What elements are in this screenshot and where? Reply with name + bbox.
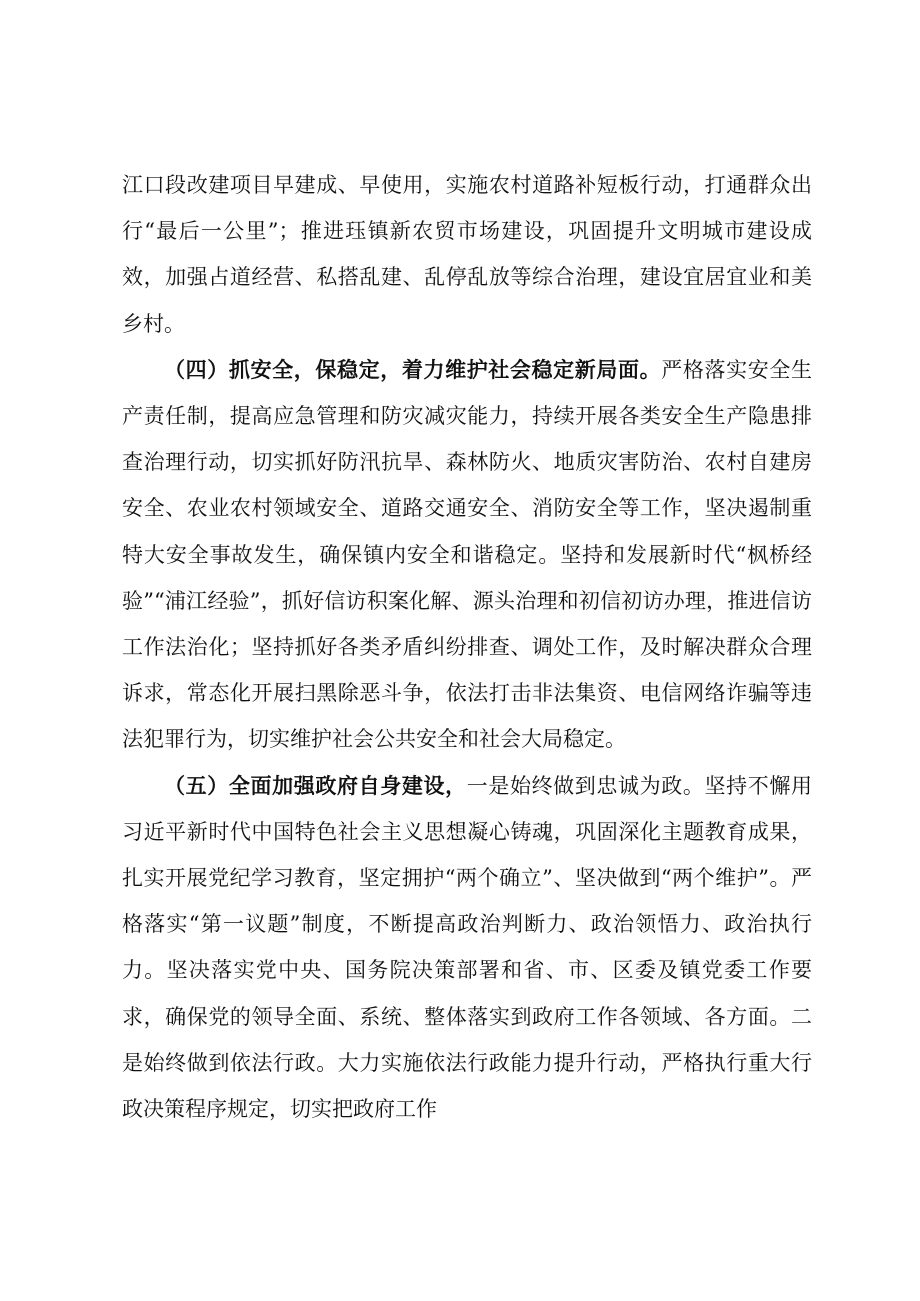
section-heading: （四）抓安全，保稳定，着力维护社会稳定新局面。	[164, 356, 662, 382]
paragraph-section-five	[122, 763, 812, 1133]
paragraph-section-four	[122, 347, 812, 763]
paragraph-continued	[122, 162, 812, 347]
section-heading: （五）全面加强政府自身建设，	[164, 772, 467, 798]
paragraph-text: 严格落实安全生产责任制，提高应急管理和防灾减灾能力，持续开展各类安全生产隐患排查治理行动，切实抓好防汛抗旱、森林防火、地质灾害防治、农村自建房安全、农业农村领域安全、道路交通安全、消防安全等工作，坚决遏制重特大安全事故发生，确保镇内安全和谐稳定。坚持和发展新时代“枫桥经验”“浦江经验”，抓好信访积案化解、源头治理和初信初访办理，推进信访工作法治化；坚持抓好各类矛盾纠纷排查、调处工作，及时解决群众合理诉求，常态化开展扫黑除恶斗争，依法打击非法集资、电信网络诈骗等违法犯罪行为，切实维护社会公共安全和社会大局稳定。	[122, 357, 813, 752]
document-body	[122, 162, 812, 1132]
paragraph-text: 一是始终做到忠诚为政。坚持不懈用习近平新时代中国特色社会主义思想凝心铸魂，巩固深化主题教育成果，扎实开展党纪学习教育，坚定拥护“两个确立”、坚决做到“两个维护”。严格落实“第一议题”制度，不断提高政治判断力、政治领悟力、政治执行力。坚决落实党中央、国务院决策部署和省、市、区委及镇党委工作要求，确保党的领导全面、系统、整体落实到政府工作各领域、各方面。二是始终做到依法行政。大力实施依法行政能力提升行动，严格执行重大行政决策程序规定，切实把政府工作	[122, 773, 813, 1122]
paragraph-text: 江口段改建项目早建成、早使用，实施农村道路补短板行动，打通群众出行“最后一公里”；推进珏镇新农贸市场建设，巩固提升文明城市建设成效，加强占道经营、私搭乱建、乱停乱放等综合治理，建设宜居宜业和美乡村。	[122, 173, 812, 336]
